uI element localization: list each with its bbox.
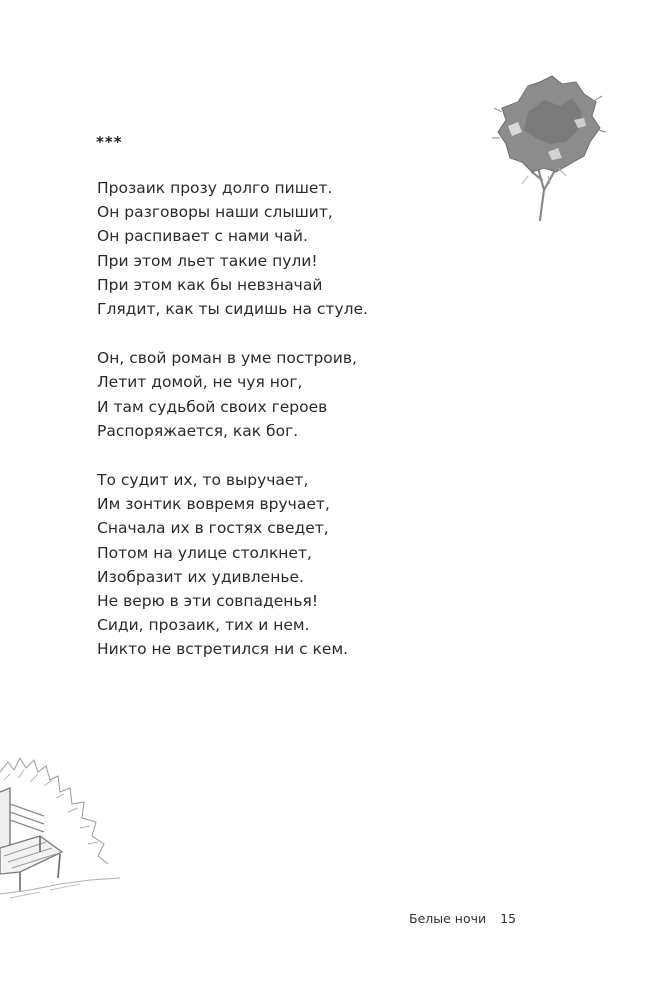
poem-line: Изобразит их удивленье. <box>97 567 304 586</box>
poem-line: Никто не встретился ни с кем. <box>97 640 349 659</box>
running-title: Белые ночи <box>409 911 487 926</box>
bench-illustration <box>0 752 120 902</box>
stanza-3 <box>97 468 517 662</box>
poem-line: Потом на улице столкнет, <box>97 543 312 562</box>
poem-line: Он распивает с нами чай. <box>97 227 308 246</box>
stanza-2 <box>97 346 517 443</box>
poem-line: Он, свой роман в уме построив, <box>97 349 357 368</box>
poem-line: Сиди, прозаик, тих и нем. <box>97 616 310 635</box>
poem-line: Летит домой, не чуя ног, <box>97 373 303 392</box>
poem-line: Глядит, как ты сидишь на стуле. <box>97 300 368 319</box>
poem-line: И там судьбой своих героев <box>97 397 328 416</box>
poem-line: Прозаик прозу долго пишет. <box>97 179 333 197</box>
poem-line: Сначала их в гостях сведет, <box>97 519 329 538</box>
poem-line: Он разговоры наши слышит, <box>97 203 333 222</box>
page-footer <box>409 911 516 927</box>
stanza-1 <box>97 176 517 321</box>
poem-line: Им зонтик вовремя вручает, <box>97 495 330 514</box>
stanza-separator: *** <box>96 133 123 151</box>
poem-line: При этом как бы невзначай <box>97 275 323 294</box>
poem-line: Распоряжается, как бог. <box>97 421 299 440</box>
poem-line: То судит их, то выручает, <box>97 471 309 490</box>
page-number: 15 <box>500 911 517 926</box>
poem-line: Не верю в эти совпаденья! <box>97 592 319 611</box>
poem-line: При этом льет такие пули! <box>97 251 318 270</box>
poem <box>97 176 517 662</box>
